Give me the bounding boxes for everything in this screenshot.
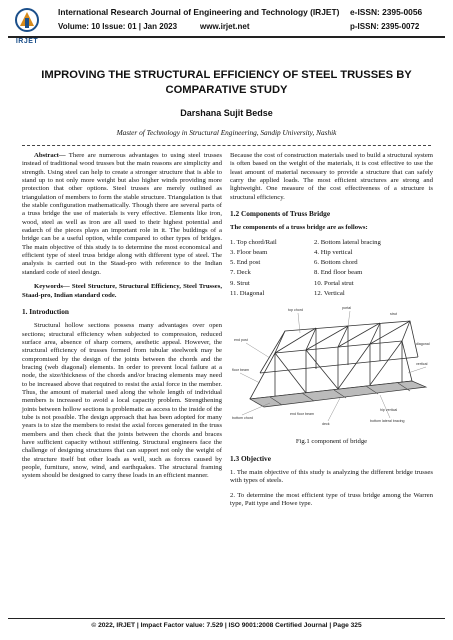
left-column — [22, 152, 222, 481]
figure-label: deck — [322, 421, 330, 426]
figure-label: bottom chord — [232, 415, 253, 420]
introduction-heading: 1. Introduction — [22, 306, 69, 316]
components-list — [230, 238, 433, 299]
objective-item-1: 1. The main objective of this study is analyzing the different bridge trusses with types of steels. — [230, 469, 433, 485]
list-item — [230, 289, 433, 299]
section-divider — [22, 140, 431, 146]
list-item — [230, 258, 433, 268]
truss-bridge-figure — [230, 303, 433, 431]
abstract-label: Abstract— — [34, 152, 66, 159]
figure-label: strut — [390, 311, 397, 316]
figure-label: floor beam — [232, 367, 249, 372]
component-item: 1. Top chord/Rail — [230, 238, 277, 246]
component-item: 5. End post — [230, 259, 261, 267]
introduction-continued: Because the cost of construction materials used to build a structural system is often based on the weight of the materials, it is cost effective to use the least amount of material necessary to provide a structure that can safely carry the applied loads. The most efficient structures are strong and lightweight. One measure of the cost effectiveness of a structure is structural efficiency. — [230, 152, 433, 201]
list-item — [230, 248, 433, 258]
component-item: 7. Deck — [230, 269, 251, 277]
keywords — [22, 283, 222, 300]
component-item: 8. End floor beam — [314, 269, 363, 277]
figure-caption: Fig.1 component of bridge — [295, 438, 368, 446]
component-item: 3. Floor beam — [230, 248, 268, 256]
logo-text: IRJET — [15, 38, 39, 45]
website-link[interactable]: www.irjet.net — [200, 22, 250, 31]
volume-info: Volume: 10 Issue: 01 | Jan 2023 — [58, 22, 178, 31]
components-heading: 1.2 Components of Truss Bridge — [230, 209, 331, 219]
footer-divider — [8, 618, 445, 619]
component-item: 6. Bottom chord — [314, 259, 358, 267]
objective-item-2: 2. To determine the most efficient type of truss bridge among the Warren type, Patt type and Howe type. — [230, 491, 433, 508]
abstract — [22, 152, 222, 277]
journal-header — [0, 0, 453, 54]
list-item — [230, 279, 433, 289]
page-footer: © 2022, IRJET | Impact Factor value: 7.529 | ISO 9001:2008 Certified Journal | Page 325 — [91, 622, 362, 629]
figure-label: end post — [234, 337, 248, 342]
component-item: 4. Hip vertical — [314, 248, 353, 256]
journal-name: International Research Journal of Engineering and Technology (IRJET) — [58, 7, 340, 17]
p-issn: p-ISSN: 2395-0072 — [350, 22, 420, 31]
component-item: 11. Diagonal — [230, 289, 265, 297]
e-issn: e-ISSN: 2395-0056 — [350, 7, 423, 17]
author-name: Darshana Sujit Bedse — [180, 108, 273, 118]
component-item: 12. Vertical — [314, 289, 345, 297]
irjet-logo — [14, 6, 40, 40]
component-item: 9. Strut — [230, 279, 250, 287]
right-column — [230, 152, 433, 508]
abstract-text: There are numerous advantages to using steel trusses instead of traditional wood trusses but the main reasons are simplicity and strength. Using steel can help to create a stronger structure that is able to stand up to not only more weight but also higher winds providing more protection that other options. Steel trusses are merely outlined as triangulation of members to form the stable structure. Triangulation is that the stable configuration mathematically. Though there are several parts of a truss bridge the use of materials is very effective. Elements like iron, wood, steel as well as iron are all used to their highest potential and eadarch of the pieces plays an important role in it. The buildings of a bridge can be a useful option, while compared to other types of bridges. The main objective of this study is to determine the most economical and efficient type of steel truss bridge along with different type of steel. The analysis is carried out in the Staad-pro with reference to the Indian standard code of steel design. — [22, 152, 222, 276]
list-item — [230, 238, 433, 248]
figure-label: diagonal — [416, 341, 430, 346]
figure-label: end floor beam — [290, 411, 314, 416]
objective-heading: 1.3 Objective — [230, 453, 271, 463]
keywords-text: Steel Structure, Structural Efficiency, Steel Trusses, Staad-pro, Indian standard code. — [22, 283, 222, 299]
figure-label: vertical — [416, 361, 428, 366]
list-item — [230, 268, 433, 278]
component-item: 2. Bottom lateral bracing — [314, 238, 381, 246]
figure-label: bottom lateral bracing — [370, 418, 405, 423]
introduction-text: Structural hollow sections possess many advantages over open sections; structural efficiency when subjected to compression, reduced surface area, absence of sharp corners, aesthetic appeal. However, the structural efficiency of trusses formed from tubular steelwork may be compromised by the design of the joints between the chords and the bracing (web diagonal) elements. In order to prevent local failure at a node, the size/thickness of the chords and/or bracing elements may need to be increased above that required to resist the axial force in the member. Thus, the amount of material used along the whole length of individual members is increased to avoid a local capacity problem. Strengthening joints between hollow sections is problematic as access to the inside of the tube is not possible. The design approach that has been adopted for many years is to size the members to resist the axial forces generated in the truss members and then check that the joints between the chords and braces have sufficient capacity without stiffening. Structural engineers face the challenge of designing structures that can support not only the weight of the structure itself but other loads as well, such as forces caused by people, furniture, snow, wind, and earthquakes. The structural framing system should be designed to carry these loads in an efficient manner. — [22, 322, 222, 480]
figure-label: top chord — [288, 307, 303, 312]
paper-title: IMPROVING THE STRUCTURAL EFFICIENCY OF STEEL TRUSSES BY COMPARATIVE STUDY — [41, 69, 412, 96]
figure-label: hip vertical — [380, 407, 398, 412]
author-affiliation: Master of Technology in Structural Engineering, Sandip University, Nashik — [116, 128, 337, 137]
keywords-label: Keywords— — [34, 283, 70, 291]
figure-label: portal — [342, 305, 351, 310]
component-item: 10. Portal strut — [314, 279, 354, 287]
header-divider — [8, 36, 445, 38]
components-subheading: The components of a truss bridge are as follows: — [230, 224, 368, 232]
